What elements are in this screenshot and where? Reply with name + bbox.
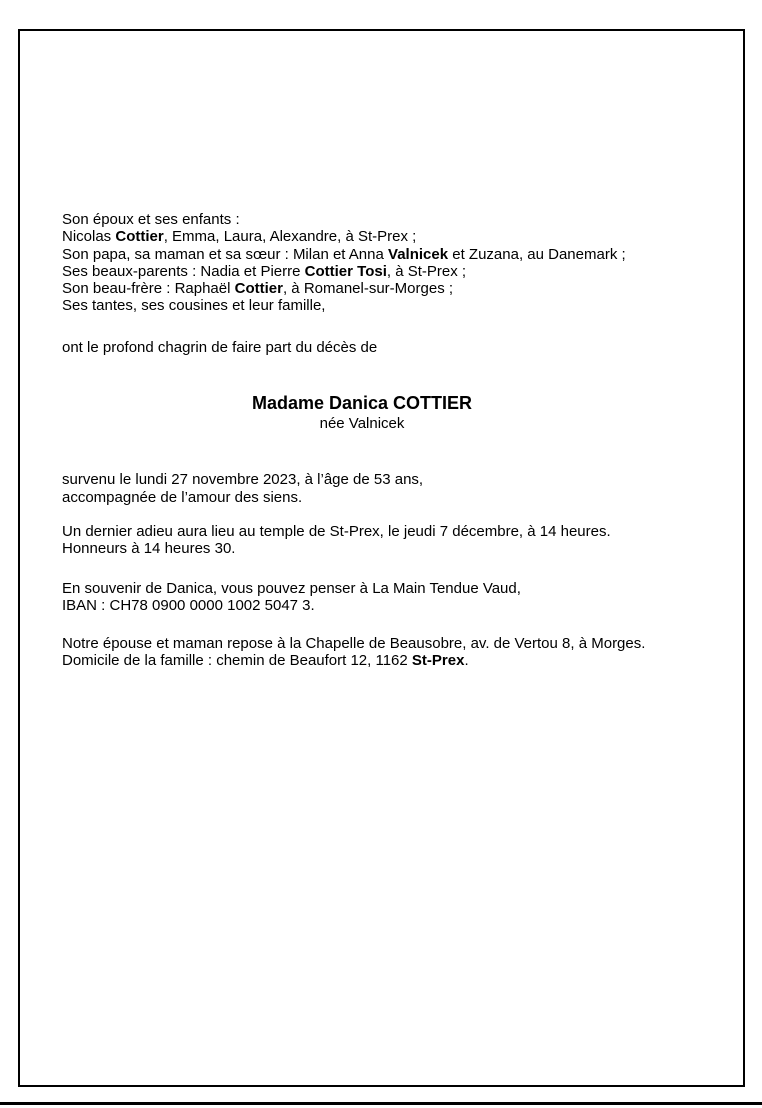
page-bottom-divider [0,1102,762,1105]
text-line: Un dernier adieu aura lieu au temple de St-Prex, le jeudi 7 décembre, à 14 heures. [62,522,611,540]
text-line: Son beau-frère : Raphaël Cottier, à Romanel-sur-Morges ; [62,280,454,298]
text-line: En souvenir de Danica, vous pouvez penser à La Main Tendue Vaud, [62,579,521,597]
family-list [62,211,662,315]
text-line: Son époux et ses enfants : [62,211,240,228]
text-line: accompagnée de l’amour des siens. [62,488,303,506]
donation-details [62,580,662,615]
text-line: Domicile de la famille : chemin de Beaufort 12, 1162 St-Prex. [62,652,469,670]
text-line: Honneurs à 14 heures 30. [62,540,236,558]
maiden-name: née Valnicek [319,415,405,433]
deceased-block [62,391,662,432]
ceremony-details [62,523,662,558]
announcement-intro: ont le profond chagrin de faire part du décès de [62,338,378,356]
text-line: Notre épouse et maman repose à la Chapelle de Beausobre, av. de Vertou 8, à Morges. [62,635,646,653]
obituary-content [62,211,662,670]
text-line: Ses tantes, ses cousines et leur famille, [62,297,326,315]
address-details [62,635,662,670]
death-details [62,471,662,506]
text-line: Son papa, sa maman et sa sœur : Milan et Anna Valnicek et Zuzana, au Danemark ; [62,245,626,263]
text-line: IBAN : CH78 0900 0000 1002 5047 3. [62,596,315,614]
text-line: survenu le lundi 27 novembre 2023, à l’âge de 53 ans, [62,471,424,489]
text-line: Ses beaux-parents : Nadia et Pierre Cottier Tosi, à St-Prex ; [62,262,467,280]
text-line: Nicolas Cottier, Emma, Laura, Alexandre, à St-Prex ; [62,228,417,246]
deceased-name: Madame Danica COTTIER [251,393,473,414]
